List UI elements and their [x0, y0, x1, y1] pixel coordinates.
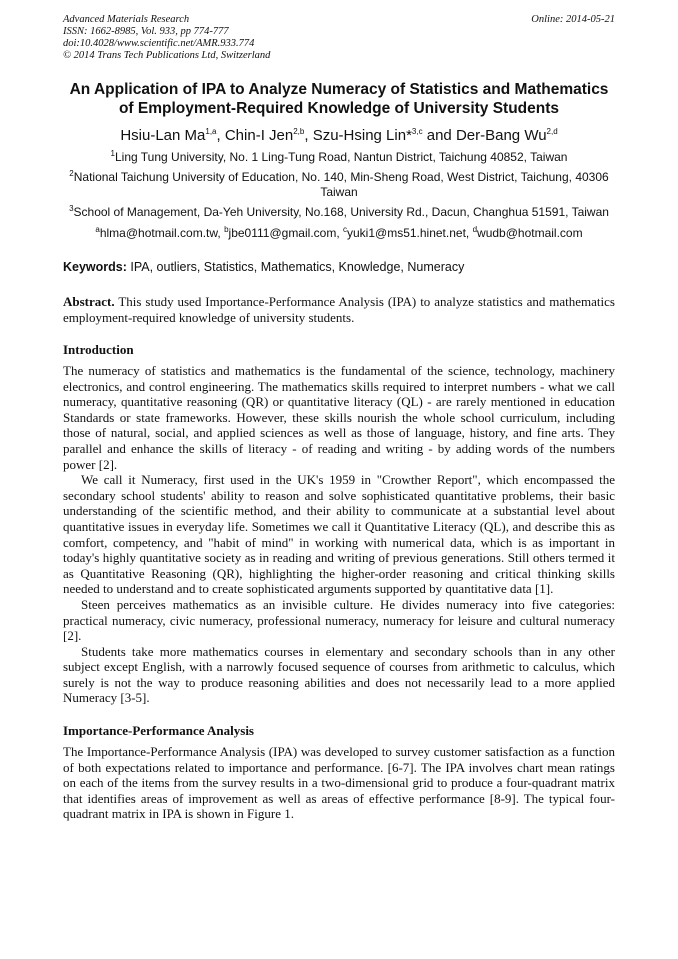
journal-header: [63, 14, 615, 64]
paper-page: [63, 14, 615, 822]
email-link[interactable]: yuki1@ms51.hinet.net: [347, 226, 466, 240]
keywords: [63, 259, 615, 275]
intro-paragraph-2: We call it Numeracy, first used in the UK's 1959 in "Crowther Report", which encompassed the secondary school students' ability to reason and solve sophisticated quantitative problems, their basic understanding of the scientific method, and their ability to communicate at a substantial level about quantitative issues in everyday life. Sometimes we call it Quantitative Literacy (QL), and describe this as comfort, competency, and "habit of mind" in working with numerical data, which is as important in today's highly quantitative society as in reading and writing of previous generations. Still others termed it as Quantitative Reasoning (QR), highlighting the higher-order reasoning and critical thinking skills needed to understand and to create sophisticated arguments supported by quantitative data [1].: [63, 472, 615, 597]
email-list: $^a$hlma@hotmail.com.tw, $^b$jbe0111@gmail.com, $^c$yuki1@ms51.hinet.net, $^d$wudb@hotmail.com: [95, 225, 583, 240]
keywords-text: IPA, outliers, Statistics, Mathematics, Knowledge, Numeracy: [130, 260, 465, 274]
abstract-label: Abstract.: [63, 294, 115, 309]
abstract-text: This study used Importance-Performance Analysis (IPA) to analyze statistics and mathematics employment-required knowledge of university students.: [63, 294, 615, 325]
journal-issn: ISSN: 1662-8985, Vol. 933, pp 774-777: [63, 26, 229, 37]
paper-title: An Application of IPA to Analyze Numeracy of Statistics and Mathematics of Employment-Required Knowledge of University Students: [69, 81, 609, 117]
author: Der-Bang Wu$^{2,d}$: [455, 127, 558, 144]
author: Chin-I Jen$^{2,b}$: [224, 127, 305, 144]
affiliation-1: $^1$Ling Tung University, No. 1 Ling-Tung Road, Nantun District, Taichung 40852, Taiwan: [110, 149, 568, 164]
affiliation-2: $^2$National Taichung University of Education, No. 140, Min-Sheng Road, West District, Taichung, 40306 Taiwan: [69, 169, 609, 199]
keywords-label: Keywords:: [63, 260, 127, 274]
section-heading-introduction: Introduction: [63, 342, 134, 357]
journal-name: Advanced Materials Research: [63, 14, 190, 25]
email-link[interactable]: hlma@hotmail.com.tw: [99, 226, 218, 240]
journal-doi: doi:10.4028/www.scientific.net/AMR.933.774: [63, 38, 255, 49]
email-link[interactable]: wudb@hotmail.com: [477, 226, 583, 240]
intro-paragraph-1: The numeracy of statistics and mathematics is the fundamental of the science, technology, machinery electronics, and control engineering. The mathematics skills required to interpret numbers - what we call numeracy, quantitative reasoning (QR) or quantitative literacy (QL) - are rarely mentioned in education Standards or state frameworks. However, these skills nourish the whole school curriculum, including those of natural, social, and applied sciences as well as those of language, history, and fine arts. They parallel and enhance the skills of literacy - of reading and writing - by adding words of the numbers power [2].: [63, 363, 615, 472]
author-list: Hsiu-Lan Ma$^{1,a}$, Chin-I Jen$^{2,b}$, Szu-Hsing Lin*$^{3,c}$ and Der-Bang Wu$^{2,d}$: [120, 127, 558, 144]
ipa-paragraph-1: The Importance-Performance Analysis (IPA) was developed to survey customer satisfaction as a function of both expectations related to importance and performance. [6-7]. The IPA involves chart mean ratings on each of the items from the survey results in a two-dimensional grid to produce a four-quadrant matrix that identifies areas of improvement as well as areas of effective performance [8-9]. The typical four-quadrant matrix in IPA is shown in Figure 1.: [63, 744, 615, 822]
intro-paragraph-3: Steen perceives mathematics as an invisible culture. He divides numeracy into five categories: practical numeracy, civic numeracy, professional numeracy, numeracy for leisure and cultural numeracy [2].: [63, 596, 615, 644]
author: Szu-Hsing Lin*$^{3,c}$: [312, 127, 423, 144]
author: Hsiu-Lan Ma$^{1,a}$: [120, 127, 217, 144]
intro-paragraph-4: Students take more mathematics courses in elementary and secondary schools than in any other subject except English, with a narrowly focused sequence of courses from arithmetic to calculus, which surely is not the way to produce reasoning abilities and does not necessarily lead to a more applied Numeracy [3-5].: [63, 643, 615, 706]
affiliation-3: $^3$School of Management, Da-Yeh University, No.168, University Rd., Dacun, Changhua 51591, Taiwan: [69, 204, 609, 219]
section-heading-ipa: Importance-Performance Analysis: [63, 723, 254, 739]
email-link[interactable]: jbe0111@gmail.com: [228, 226, 337, 240]
journal-copyright: © 2014 Trans Tech Publications Ltd, Switzerland: [63, 50, 271, 61]
online-date: Online: 2014-05-21: [531, 14, 615, 25]
abstract: [63, 294, 615, 325]
